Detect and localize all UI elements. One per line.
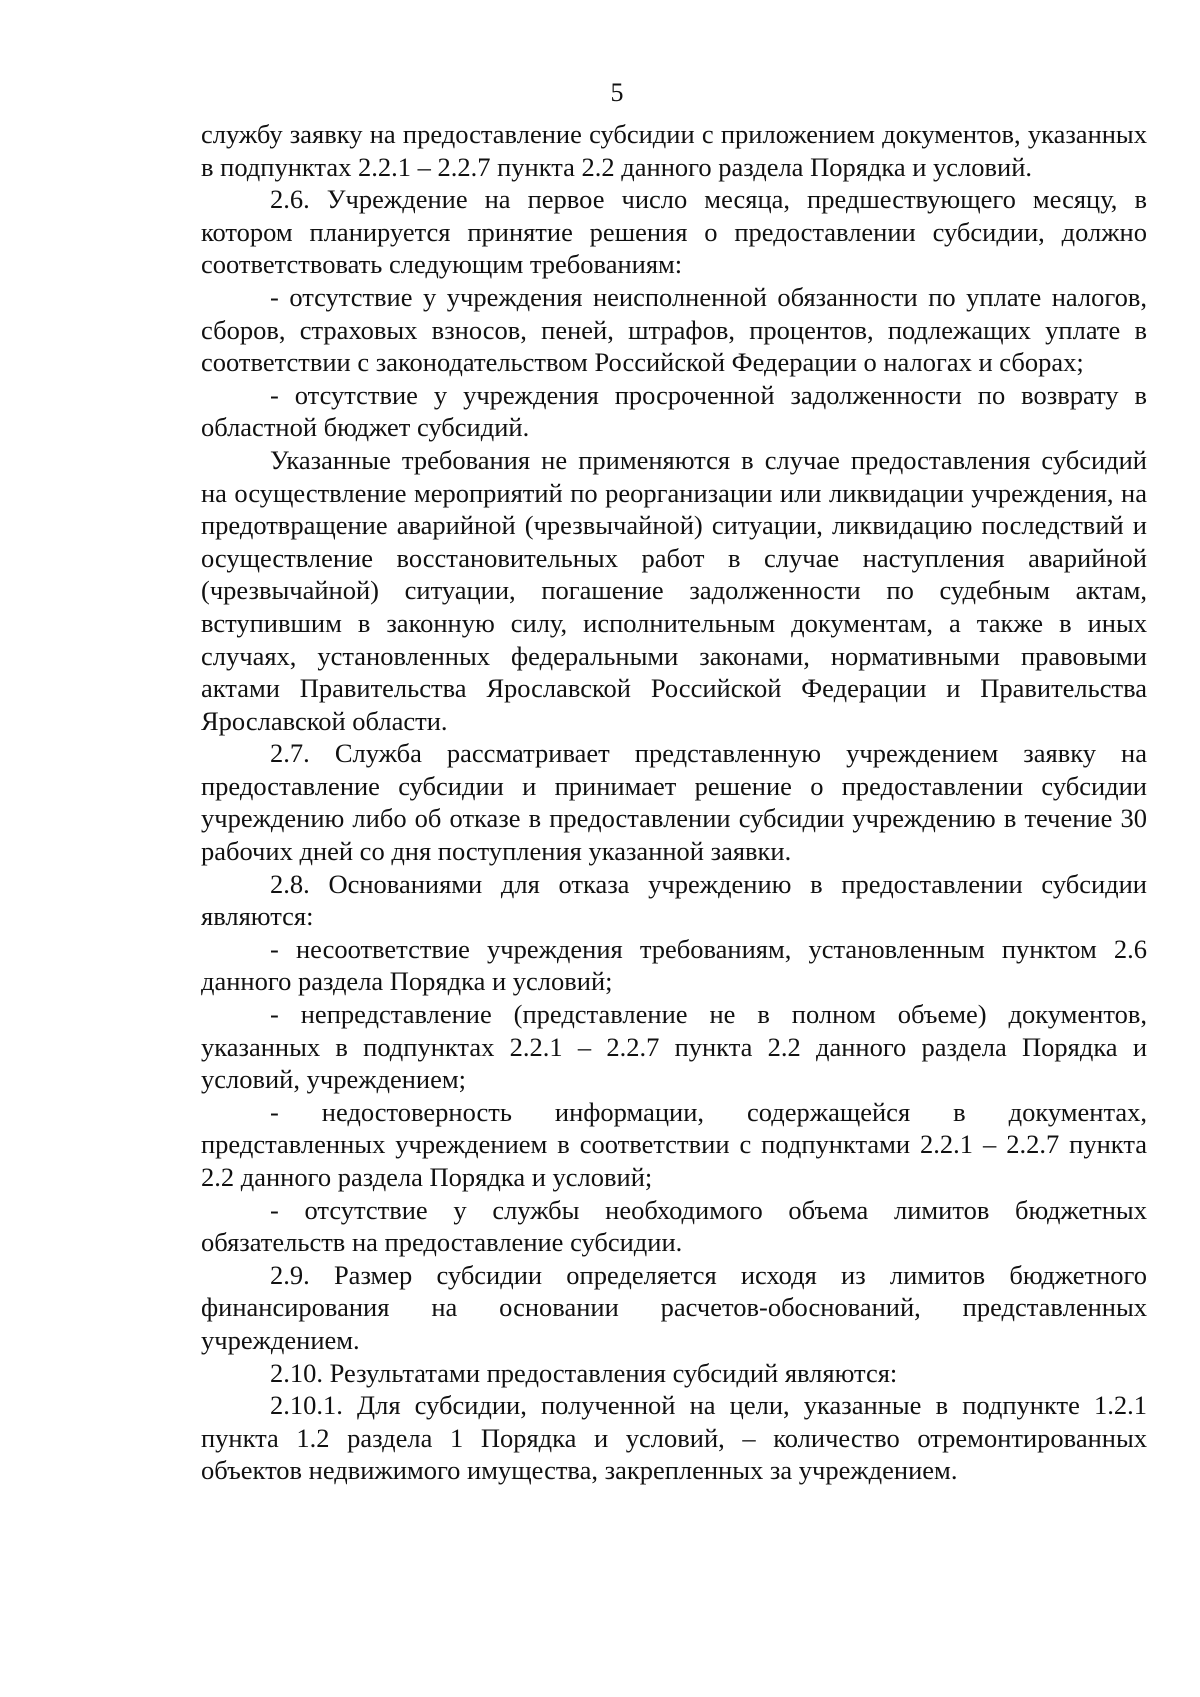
- paragraph-2-9: 2.9. Размер субсидии определяется исходя из лимитов бюджетного финансирования на основании расчетов-обоснований, представленных учреждением.: [201, 1259, 1147, 1355]
- paragraph-2-7: 2.7. Служба рассматривает представленную учреждением заявку на предоставление субсидии и принимает решение о предоставлении субсидии учреждению либо об отказе в предоставлении субсидии учреждению в течение 30 рабочих дней со дня поступления указанной заявки.: [201, 738, 1147, 867]
- document-body: [201, 118, 1147, 1487]
- page-number: 5: [610, 78, 624, 107]
- refusal-item-missing-documents: - непредставление (представление не в полном объеме) документов, указанных в подпунктах 2.2.1 – 2.2.7 пункта 2.2 данного раздела Порядка и условий, учреждением;: [201, 999, 1147, 1095]
- paragraph-exceptions: Указанные требования не применяются в случае предоставления субсидий на осуществление мероприятий по реорганизации или ликвидации учреждения, на предотвращение аварийной (чрезвычайной) ситуации, ликвидацию последствий и осуществление восстановительных работ в случае наступления аварийной (чрезвычайной) ситуации, погашение задолженности по судебным актам, вступившим в законную силу, исполнительным документам, а также в иных случаях, установленных федеральными законами, нормативными правовыми актами Правительства Ярославской Российской Федерации и Правительства Ярославской области.: [201, 444, 1147, 736]
- paragraph-2-10: 2.10. Результатами предоставления субсидий являются:: [270, 1357, 898, 1388]
- refusal-item-noncompliance: - несоответствие учреждения требованиям, установленным пунктом 2.6 данного раздела Порядка и условий;: [201, 933, 1147, 997]
- paragraph-2-8: 2.8. Основаниями для отказа учреждению в предоставлении субсидии являются:: [201, 868, 1147, 932]
- paragraph-continuation: службу заявку на предоставление субсидии с приложением документов, указанных в подпунктах 2.2.1 – 2.2.7 пункта 2.2 данного раздела Порядка и условий.: [201, 119, 1147, 182]
- refusal-item-no-limits: - отсутствие у службы необходимого объема лимитов бюджетных обязательств на предоставление субсидии.: [201, 1194, 1147, 1258]
- paragraph-2-6: 2.6. Учреждение на первое число месяца, предшествующего месяцу, в котором планируется принятие решения о предоставлении субсидии, должно соответствовать следующим требованиям:: [201, 184, 1147, 280]
- requirement-item-taxes: - отсутствие у учреждения неисполненной обязанности по уплате налогов, сборов, страховых взносов, пеней, штрафов, процентов, подлежащих уплате в соответствии с законодательством Российской Федерации о налогах и сборах;: [201, 281, 1147, 378]
- refusal-item-unreliable-info: - недостоверность информации, содержащейся в документах, представленных учреждением в соответствии с подпунктами 2.2.1 – 2.2.7 пункта 2.2 данного раздела Порядка и условий;: [201, 1096, 1147, 1192]
- paragraph-2-10-1: 2.10.1. Для субсидии, полученной на цели, указанные в подпункте 1.2.1 пункта 1.2 раздела 1 Порядка и условий, – количество отремонтированных объектов недвижимого имущества, закрепленных за учреждением.: [201, 1390, 1147, 1486]
- requirement-item-debt: - отсутствие у учреждения просроченной задолженности по возврату в областной бюджет субсидий.: [201, 379, 1147, 443]
